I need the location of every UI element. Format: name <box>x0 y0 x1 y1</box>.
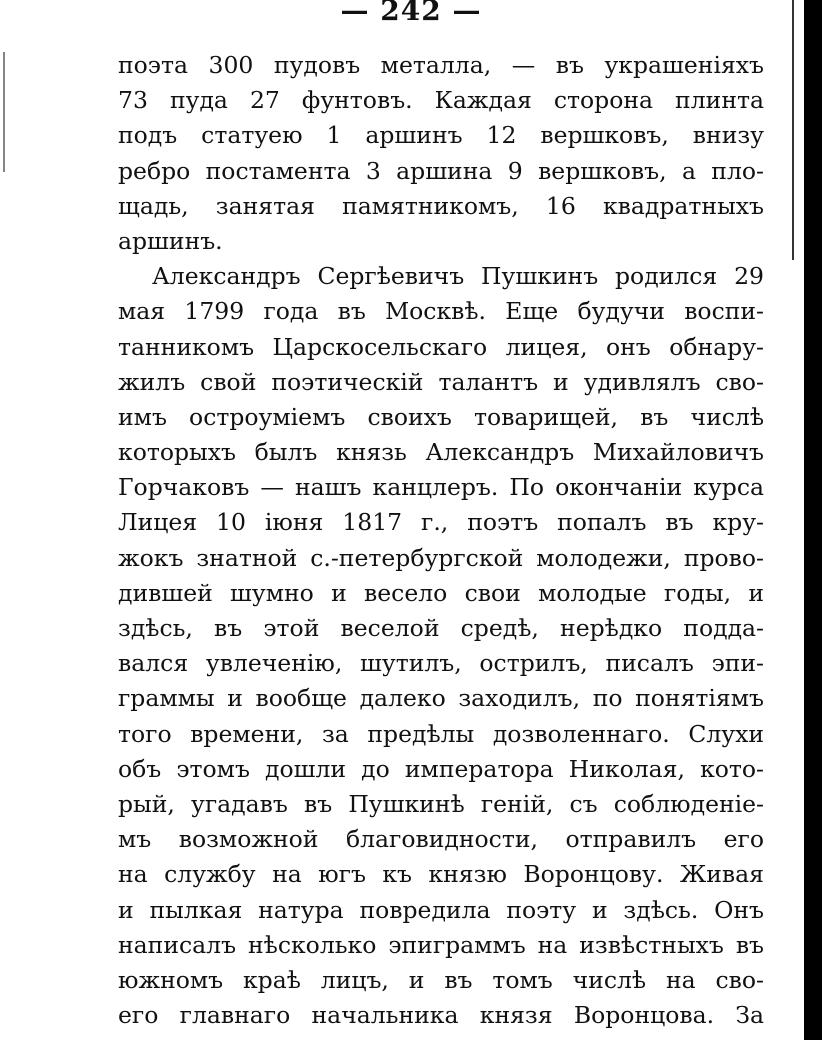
text-line: объ этомъ дошли до императора Николая, кото- <box>118 754 764 783</box>
body-text <box>118 48 764 1033</box>
text-line: жокъ знатной с.-петербургской молодежи, прово- <box>118 543 764 572</box>
text-line: танникомъ Царскосельскаго лицея, онъ обнару- <box>118 332 764 361</box>
text-line: подъ статуею 1 аршинъ 12 вершковъ, внизу <box>118 121 764 150</box>
text-line: которыхъ былъ князь Александръ Михайловичъ <box>118 438 764 467</box>
text-line: Горчаковъ — нашъ канцлеръ. По окончаніи курса <box>118 473 764 502</box>
text-line: граммы и вообще далеко заходилъ, по понятіямъ <box>118 684 764 713</box>
text-line: здѣсь, въ этой веселой средѣ, нерѣдко подда- <box>118 614 764 642</box>
text-line: Лицея 10 іюня 1817 г., поэтъ попалъ въ кру- <box>118 508 764 537</box>
text-line: 73 пуда 27 фунтовъ. Каждая сторона плинта <box>118 86 764 115</box>
text-line: щадь, занятая памятникомъ, 16 квадратныхъ <box>118 191 764 220</box>
text-line: дившей шумно и весело свои молодые годы, и <box>118 578 764 607</box>
text-line: рый, угадавъ въ Пушкинѣ геній, съ соблюденіе- <box>118 789 764 818</box>
paragraph-first-line: Александръ Сергѣевичъ Пушкинъ родился 29 <box>152 262 764 291</box>
text-line: и пылкая натура повредила поэту и здѣсь. Онъ <box>118 895 764 924</box>
page-number: — 242 — <box>340 0 482 27</box>
page-edge-shadow <box>804 0 822 1040</box>
text-line: его главнаго начальника князя Воронцова. За <box>118 1001 764 1030</box>
text-line: ребро постамента 3 аршина 9 вершковъ, а пло- <box>118 156 764 185</box>
margin-rule-right <box>792 0 794 260</box>
text-line: жилъ свой поэтическій талантъ и удивлялъ сво- <box>118 367 764 396</box>
text-line: на службу на югъ къ князю Воронцову. Живая <box>118 860 764 889</box>
text-line: вался увлеченію, шутилъ, острилъ, писалъ эпи- <box>118 649 764 678</box>
text-line: аршинъ. <box>118 226 223 255</box>
text-line: поэта 300 пудовъ металла, — въ украшеніяхъ <box>118 51 764 79</box>
text-line: мая 1799 года въ Москвѣ. Еще будучи воспи- <box>118 297 764 326</box>
text-line: мъ возможной благовидности, отправилъ его <box>118 825 764 854</box>
margin-rule-left <box>3 52 5 172</box>
text-line: того времени, за предѣлы дозволеннаго. Слухи <box>118 719 764 748</box>
text-line: написалъ нѣсколько эпиграммъ на извѣстныхъ въ <box>118 930 764 959</box>
text-line: южномъ краѣ лицъ, и въ томъ числѣ на сво- <box>118 965 764 994</box>
text-line: имъ остроуміемъ своихъ товарищей, въ числѣ <box>118 402 764 431</box>
